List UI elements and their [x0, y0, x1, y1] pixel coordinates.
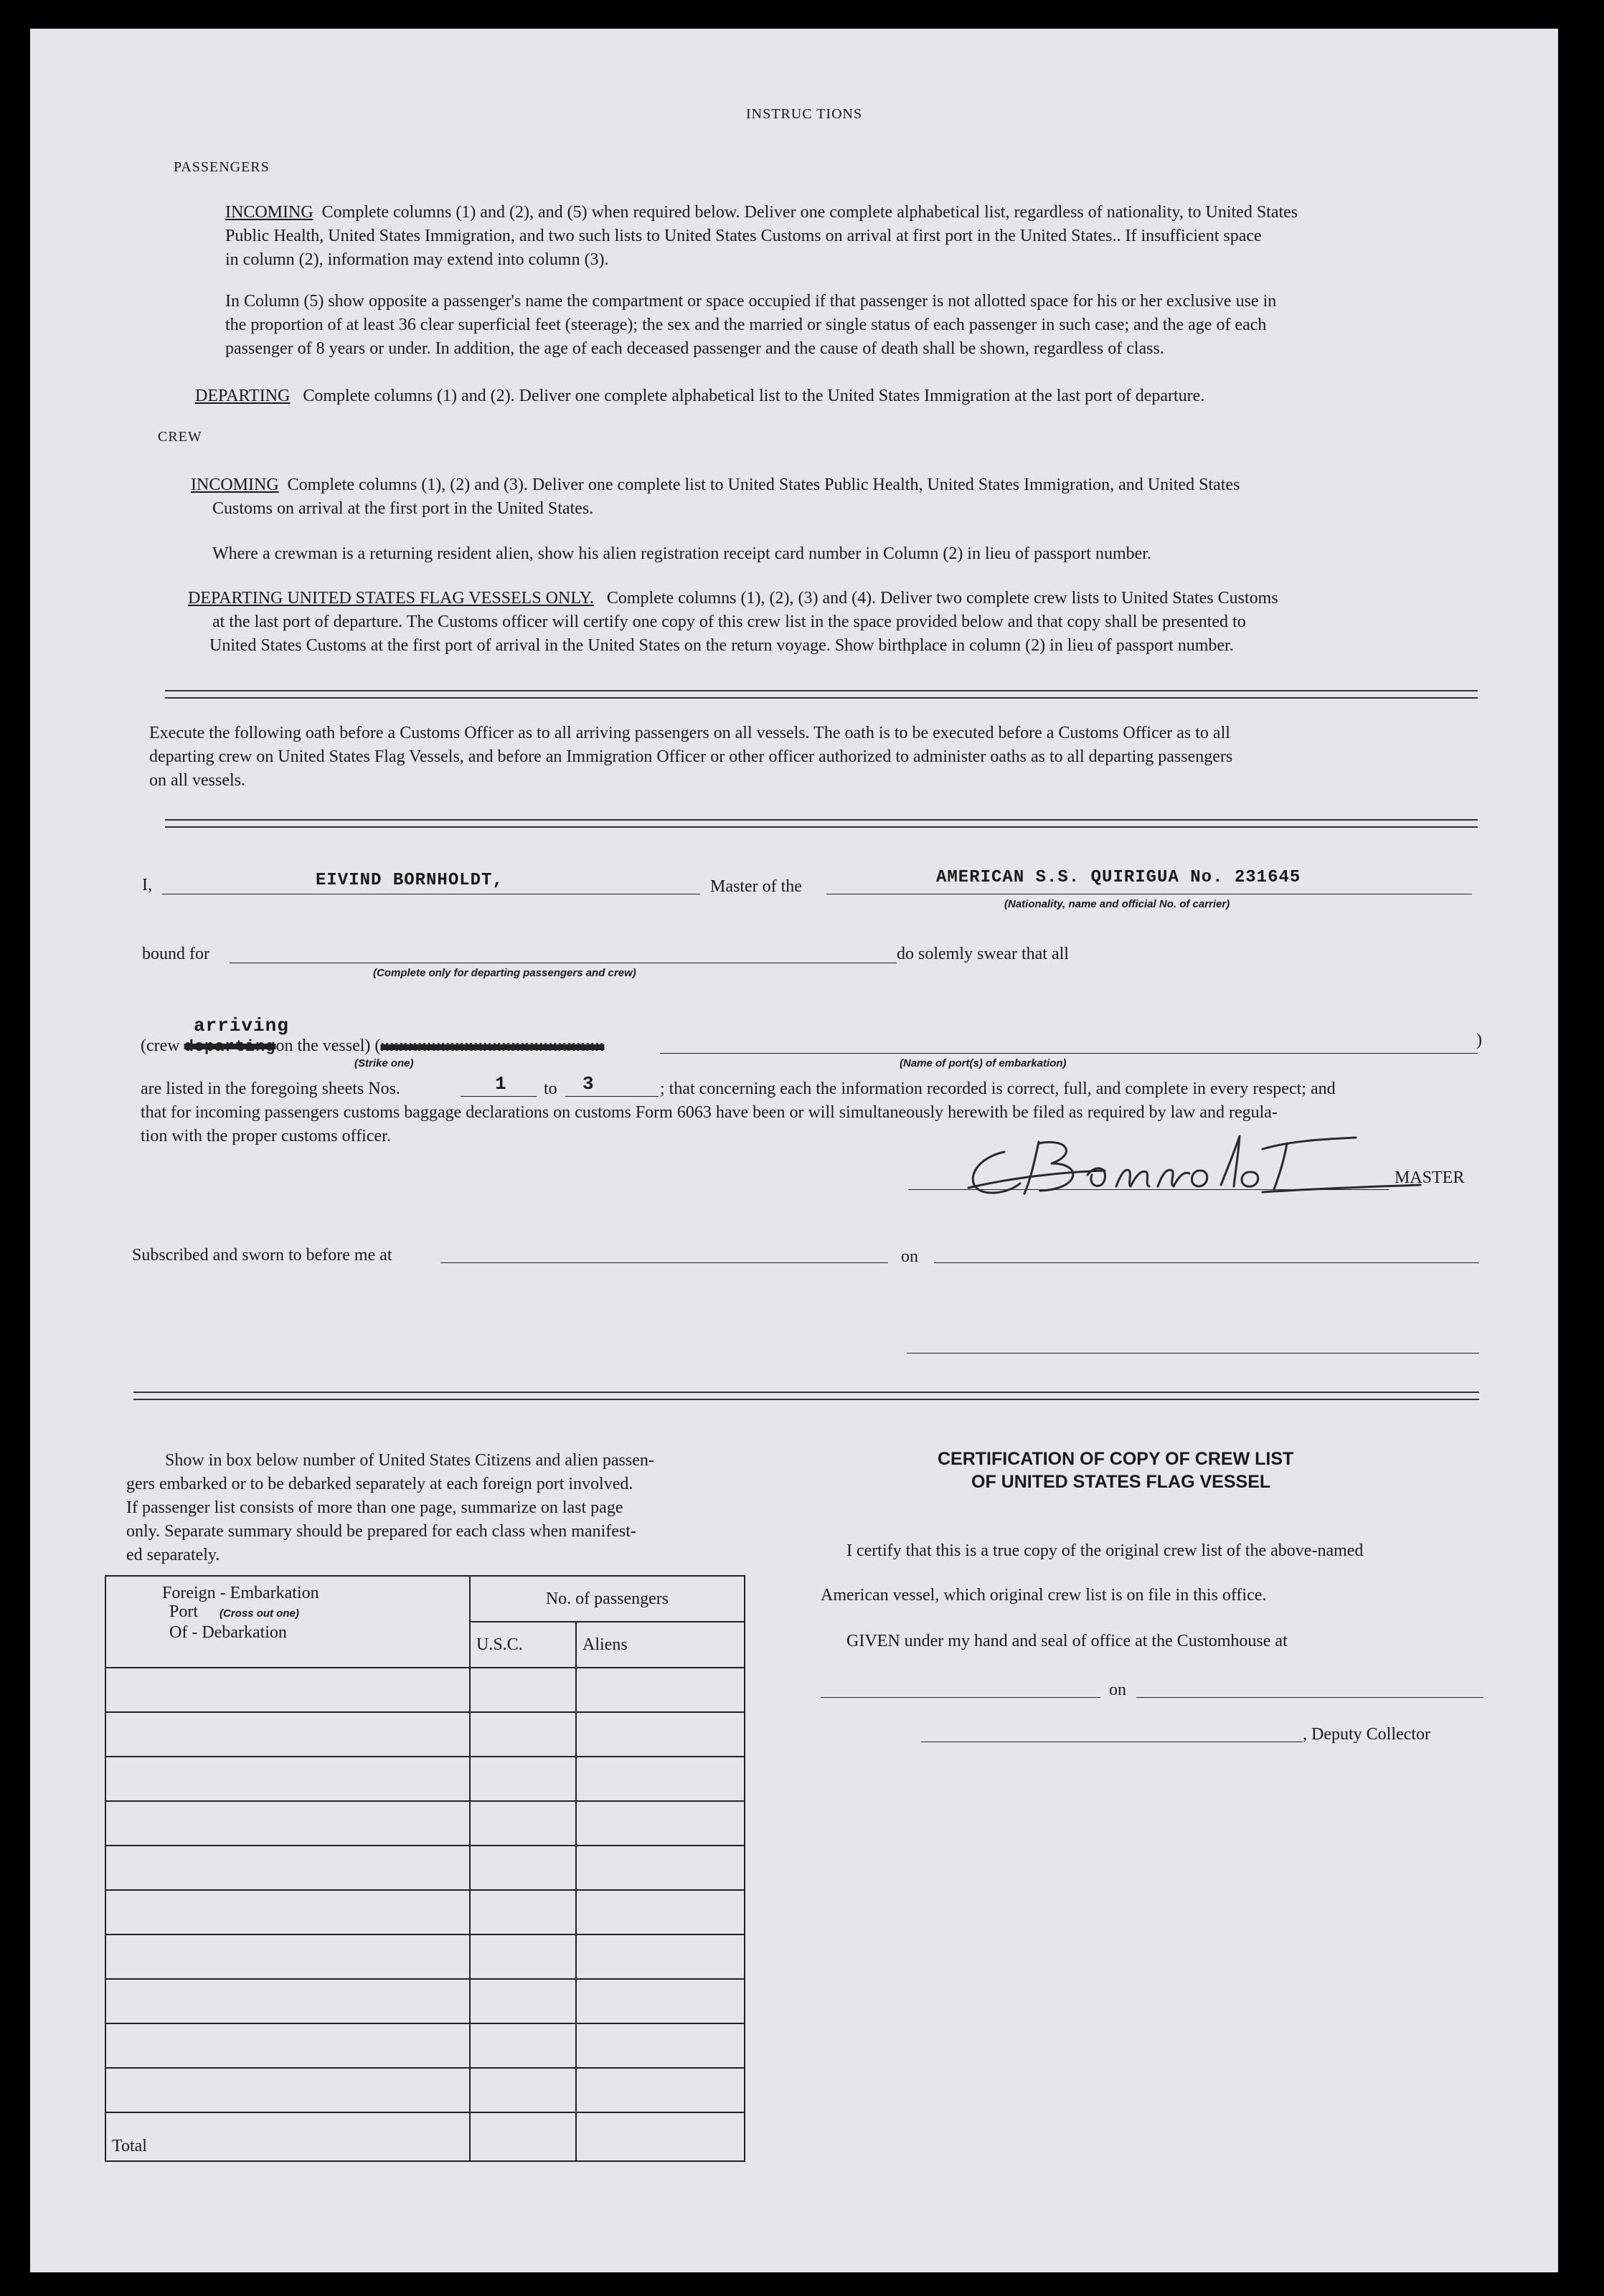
- crew-incoming-paragraph: [191, 473, 1240, 497]
- passengers-departing-paragraph: [195, 384, 1204, 408]
- oath-intro-line-3: on all vessels.: [149, 771, 245, 790]
- struck-departing: departing: [184, 1038, 276, 1056]
- passengers-incoming-line-1: Complete columns (1) and (2), and (5) when required below. Deliver one complete alphabetical list, regardless of nationality, to United States: [321, 203, 1298, 222]
- crew-incoming-line-2: Customs on arrival at the first port in the United States.: [212, 499, 594, 518]
- passengers-count-header: No. of passengers: [470, 1576, 745, 1622]
- passengers-incoming-line-2: Public Health, United States Immigration, and two such lists to United States Customs on arrival at first port in the United States.. If insufficient space: [225, 227, 1262, 245]
- vessel-text: on the vessel) (: [275, 1036, 381, 1055]
- table-row: [105, 1979, 745, 2023]
- subscribed-on-label: on: [901, 1247, 918, 1266]
- certification-title-1: CERTIFICATION OF COPY OF CREW LIST: [938, 1449, 1294, 1469]
- crew-departing-paragraph: [188, 587, 1278, 610]
- vessel-name: AMERICAN S.S. QUIRIGUA No. 231645: [936, 868, 1301, 887]
- column5-line-2: the proportion of at least 36 clear superficial feet (steerage); the sex and the married or single status of each passenger in such case; and the age of each: [225, 316, 1267, 334]
- close-paren: ): [1476, 1031, 1482, 1049]
- sheet-to-line: [565, 1096, 659, 1097]
- port-debarkation-line: Of - Debarkation: [169, 1623, 287, 1642]
- sheet-to: 3: [582, 1073, 595, 1095]
- summary-instruction-3: If passenger list consists of more than one page, summarize on last page: [126, 1498, 623, 1517]
- subscribed-date-line: [934, 1262, 1479, 1263]
- crew-departing-line-3: United States Customs at the first port of arrival in the United States on the return voyage. Show birthplace in column (2) in lieu of passport number.: [209, 636, 1234, 655]
- passengers-incoming-line-3: in column (2), information may extend into column (3).: [225, 250, 609, 269]
- crew-departing-line-2: at the last port of departure. The Customs officer will certify one copy of this crew list in the space provided below and that copy shall be presented to: [212, 613, 1246, 631]
- port-label: Port: [169, 1602, 199, 1621]
- column5-line-1: In Column (5) show opposite a passenger's name the compartment or space occupied if that passenger is not allotted space for his or her exclusive use in: [225, 292, 1277, 311]
- oath-i-label: I,: [142, 876, 152, 894]
- usc-column-header: U.S.C.: [470, 1622, 576, 1668]
- listed-text: are listed in the foregoing sheets Nos.: [141, 1080, 400, 1098]
- bound-for-label: bound for: [142, 945, 209, 963]
- customhouse-line: [821, 1697, 1100, 1698]
- table-row: [105, 1668, 745, 1712]
- bound-for-caption: (Complete only for departing passengers and crew): [373, 967, 636, 979]
- table-row: [105, 1757, 745, 1801]
- total-row: [105, 2112, 745, 2161]
- passengers-departing-text: Complete columns (1) and (2). Deliver one complete alphabetical list to the United States Immigration at the last port of departure.: [303, 387, 1205, 405]
- master-label: MASTER: [1395, 1168, 1465, 1187]
- table-row: [105, 1846, 745, 1890]
- divider-3: [133, 1392, 1479, 1400]
- summary-instruction-1: Show in box below number of United States Citizens and alien passen-: [165, 1451, 654, 1470]
- struck-ports: xxxxxxxxxxxxxxxxxxxxxxxx: [380, 1039, 605, 1056]
- sheet-from: 1: [495, 1073, 507, 1095]
- divider-1: [165, 690, 1478, 699]
- table-row: [105, 1712, 745, 1757]
- certification-title-2: OF UNITED STATES FLAG VESSEL: [971, 1472, 1271, 1492]
- listed-rest: ; that concerning each the information recorded is correct, full, and complete in every respect; and: [660, 1080, 1336, 1098]
- port-column-header: [105, 1576, 470, 1668]
- table-row: [105, 1934, 745, 1979]
- master-signature: [954, 1128, 1442, 1202]
- to-label: to: [544, 1080, 557, 1098]
- crew-heading: CREW: [158, 429, 202, 445]
- passengers-heading: PASSENGERS: [174, 159, 270, 175]
- deputy-collector-label: , Deputy Collector: [1303, 1725, 1430, 1744]
- cross-out-caption: (Cross out one): [220, 1607, 299, 1620]
- table-row: [105, 2068, 745, 2112]
- crew-resident-line: Where a crewman is a returning resident alien, show his alien registration receipt card number in Column (2) in lieu of passport number.: [212, 544, 1151, 563]
- vessel-caption: (Nationality, name and official No. of carrier): [1004, 898, 1230, 910]
- subscribed-label: Subscribed and sworn to before me at: [132, 1246, 392, 1265]
- swear-text: do solemly swear that all: [897, 945, 1069, 963]
- given-line: GIVEN under my hand and seal of office at the Customhouse at: [846, 1632, 1288, 1650]
- port-embarkation-line: Foreign - Embarkation: [162, 1584, 319, 1602]
- crew-departing-label: DEPARTING UNITED STATES FLAG VESSELS ONLY.: [188, 589, 594, 608]
- ports-line: [660, 1053, 1478, 1054]
- oath-line-2: that for incoming passengers customs baggage declarations on customs Form 6063 have been or will simultaneously herewith be filed as required by law and regula-: [141, 1103, 1278, 1122]
- arriving-typed: arriving: [194, 1015, 289, 1036]
- oath-line-3: tion with the proper customs officer.: [141, 1127, 391, 1145]
- master-of-label: Master of the: [710, 877, 802, 896]
- passengers-departing-label: DEPARTING: [195, 387, 291, 405]
- summary-instruction-2: gers embarked or to be debarked separately at each foreign port involved.: [126, 1475, 633, 1493]
- passengers-incoming-label: INCOMING: [225, 203, 313, 222]
- certification-on-label: on: [1109, 1681, 1126, 1699]
- port-label-line: [112, 1602, 463, 1623]
- aliens-column-header: Aliens: [576, 1622, 745, 1668]
- column5-line-3: passenger of 8 years or under. In addition, the age of each deceased passenger and the cause of death shall be shown, regardless of class.: [225, 339, 1164, 358]
- crew-vessel-line: [141, 1034, 604, 1059]
- certification-date-line: [1136, 1697, 1483, 1698]
- divider-2: [165, 819, 1478, 828]
- crew-incoming-label: INCOMING: [191, 476, 279, 494]
- master-name: EIVIND BORNHOLDT,: [316, 871, 504, 890]
- passengers-incoming-paragraph: [225, 201, 1298, 225]
- certify-line-1: I certify that this is a true copy of the original crew list of the above-named: [846, 1541, 1364, 1560]
- crew-prefix: (crew: [141, 1036, 180, 1055]
- total-label: Total: [105, 2112, 470, 2161]
- ports-caption: (Name of port(s) of embarkation): [900, 1057, 1067, 1069]
- sheet-from-line: [461, 1096, 537, 1097]
- passenger-summary-table: [105, 1575, 745, 2162]
- crew-departing-line-1: Complete columns (1), (2), (3) and (4). Deliver two complete crew lists to United States Customs: [606, 589, 1278, 608]
- strike-caption: (Strike one): [354, 1057, 414, 1069]
- table-row: [105, 1801, 745, 1846]
- crew-incoming-line-1: Complete columns (1), (2) and (3). Deliver one complete list to United States Public Health, United States Immigration, and United States: [287, 476, 1240, 494]
- table-row: [105, 2023, 745, 2068]
- instructions-title: INSTRUC TIONS: [746, 106, 863, 122]
- summary-instruction-5: ed separately.: [126, 1546, 220, 1564]
- subscribed-place-line: [440, 1262, 888, 1263]
- table-row: [105, 1890, 745, 1934]
- oath-intro-line-1: Execute the following oath before a Customs Officer as to all arriving passengers on all vessels. The oath is to be executed before a Customs Officer as to all: [149, 724, 1230, 742]
- oath-intro-line-2: departing crew on United States Flag Vessels, and before an Immigration Officer or other officer authorized to administer oaths as to all departing passengers: [149, 747, 1233, 766]
- certify-line-2: American vessel, which original crew list is on file in this office.: [821, 1586, 1267, 1605]
- summary-instruction-4: only. Separate summary should be prepared for each class when manifest-: [126, 1522, 636, 1541]
